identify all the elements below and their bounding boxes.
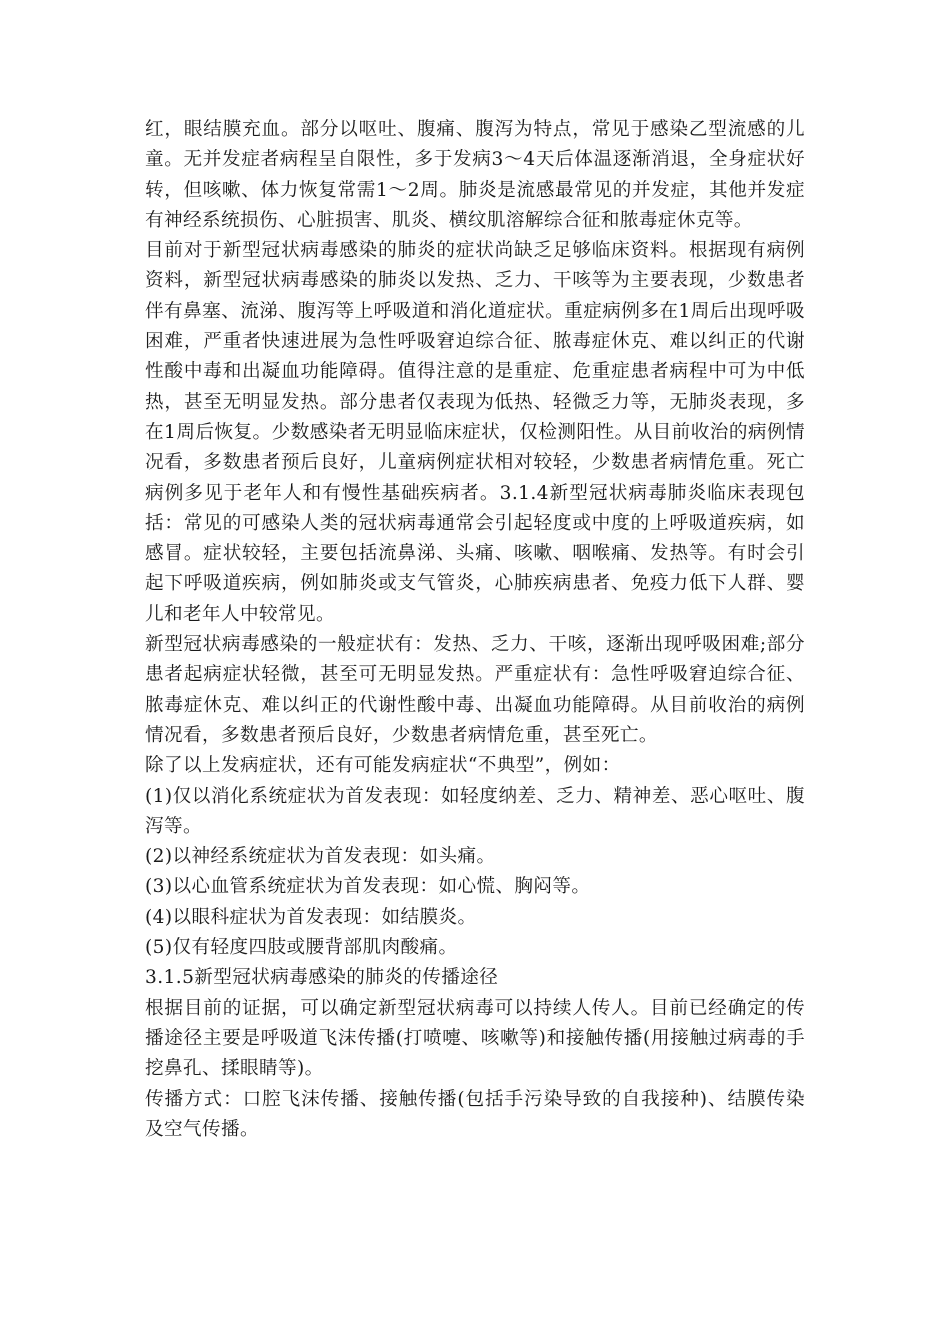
- paragraph-transmission-modes: 传播方式：口腔飞沫传播、接触传播(包括手污染导致的自我接种)、结膜传染及空气传播。: [145, 1088, 805, 1140]
- list-item-cardiovascular: (3)以心血管系统症状为首发表现：如心慌、胸闷等。: [145, 876, 591, 898]
- paragraph-influenza-symptoms: 红，眼结膜充血。部分以呕吐、腹痛、腹泻为特点，常见于感染乙型流感的儿童。无并发症者病程呈自限性，多于发病3～4天后体温逐渐消退，全身症状好转，但咳嗽、体力恢复常需1～2周。肺炎是流感最常见的并发症，其他并发症有神经系统损伤、心脏损害、肌炎、横纹肌溶解综合征和脓毒症休克等。: [145, 119, 805, 231]
- paragraph-atypical-intro: 除了以上发病症状，还有可能发病症状“不典型”，例如：: [145, 755, 621, 777]
- section-heading-transmission: 3.1.5新型冠状病毒感染的肺炎的传播途径: [145, 967, 499, 989]
- list-item-digestive: (1)仅以消化系统症状为首发表现：如轻度纳差、乏力、精神差、恶心呕吐、腹泻等。: [145, 785, 805, 837]
- paragraph-general-symptoms: 新型冠状病毒感染的一般症状有：发热、乏力、干咳，逐渐出现呼吸困难;部分患者起病症状轻微，甚至可无明显发热。严重症状有：急性呼吸窘迫综合征、脓毒症休克、难以纠正的代谢性酸中毒、出凝血功能障碍。从目前收治的病例情况看，多数患者预后良好，少数患者病情危重，甚至死亡。: [145, 634, 805, 746]
- paragraph-transmission-routes: 根据目前的证据，可以确定新型冠状病毒可以持续人传人。目前已经确定的传播途径主要是呼吸道飞沫传播(打喷嚏、咳嗽等)和接触传播(用接触过病毒的手挖鼻孔、揉眼睛等)。: [145, 997, 805, 1080]
- list-item-neurological: (2)以神经系统症状为首发表现：如头痛。: [145, 846, 496, 868]
- list-item-muscle-pain: (5)仅有轻度四肢或腰背部肌肉酸痛。: [145, 937, 458, 959]
- list-item-ophthalmic: (4)以眼科症状为首发表现：如结膜炎。: [145, 906, 477, 928]
- paragraph-covid-symptoms: 目前对于新型冠状病毒感染的肺炎的症状尚缺乏足够临床资料。根据现有病例资料，新型冠状病毒感染的肺炎以发热、乏力、干咳等为主要表现，少数患者伴有鼻塞、流涕、腹泻等上呼吸道和消化道症状。重症病例多在1周后出现呼吸困难，严重者快速进展为急性呼吸窘迫综合征、脓毒症休克、难以纠正的代谢性酸中毒和出凝血功能障碍。值得注意的是重症、危重症患者病程中可为中低热，甚至无明显发热。部分患者仅表现为低热、轻微乏力等，无肺炎表现，多在1周后恢复。少数感染者无明显临床症状，仅检测阳性。从目前收治的病例情况看，多数患者预后良好，儿童病例症状相对较轻，少数患者病情危重。死亡病例多见于老年人和有慢性基础疾病者。3.1.4新型冠状病毒肺炎临床表现包括：常见的可感染人类的冠状病毒通常会引起轻度或中度的上呼吸道疾病，如感冒。症状较轻，主要包括流鼻涕、头痛、咳嗽、咽喉痛、发热等。有时会引起下呼吸道疾病，例如肺炎或支气管炎，心肺疾病患者、免疫力低下人群、婴儿和老年人中较常见。: [145, 240, 805, 625]
- document-body: [145, 115, 805, 1145]
